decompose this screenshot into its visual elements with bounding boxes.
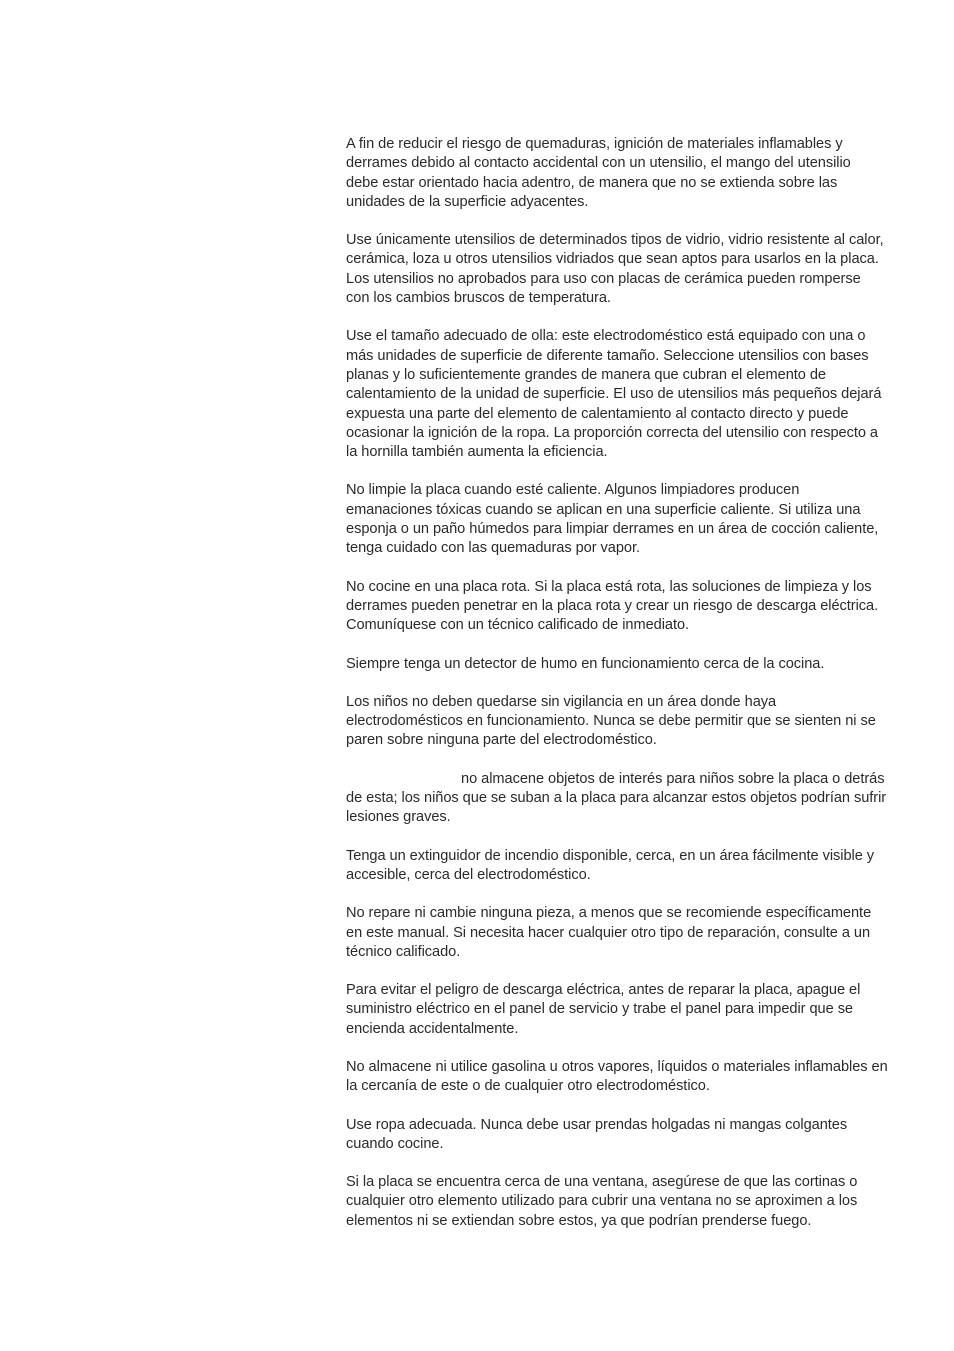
paragraph-smoke-detector: Siempre tenga un detector de humo en funcionamiento cerca de la cocina. [346,655,825,672]
paragraph-window-curtains: Si la placa se encuentra cerca de una ventana, asegúrese de que las cortinas o cualquier otro elemento utilizado para cubrir una ventana no se aproximen a los elementos ni se extiendan sobre estos, ya que podrían prenderse fuego. [346,1174,858,1229]
safety-instructions [346,135,926,1250]
paragraph-flammables: No almacene ni utilice gasolina u otros vapores, líquidos o materiales inflamables en la cercanía de este o de cualquier otro electrodoméstico. [346,1058,888,1095]
paragraph-electric-shock: Para evitar el peligro de descarga eléctrica, antes de reparar la placa, apague el suministro eléctrico en el panel de servicio y trabe el panel para impedir que se encienda accidentalmente. [346,982,861,1037]
paragraph-children-storage: no almacene objetos de interés para niños sobre la placa o detrás de esta; los niños que se suban a la placa para alcanzar estos objetos podrían sufrir lesiones graves. [346,770,887,826]
paragraph-cleaning: No limpie la placa cuando esté caliente. Algunos limpiadores producen emanaciones tóxicas cuando se aplican en una superficie caliente. Si utiliza una esponja o un paño húmedos para limpiar derrames en un área de cocción caliente, tenga cuidado con las quemaduras por vapor. [346,482,879,557]
paragraph-clothing: Use ropa adecuada. Nunca debe usar prendas holgadas ni mangas colgantes cuando cocine. [346,1116,848,1152]
paragraph-repairs: No repare ni cambie ninguna pieza, a menos que se recomiende específicamente en este manual. Si necesita hacer cualquier otro tipo de reparación, consulte a un técnico calificado. [346,905,872,960]
paragraph-children-supervision: Los niños no deben quedarse sin vigilancia en un área donde haya electrodomésticos en funcionamiento. Nunca se debe permitir que se sienten ni se paren sobre ninguna parte del electrodoméstico. [346,693,876,749]
paragraph-pot-size: Use el tamaño adecuado de olla: este electrodoméstico está equipado con una o más unidades de superficie de diferente tamaño. Seleccione utensilios con bases planas y lo suficientemente grandes de manera que cubran el elemento de calentamiento de la unidad de superficie. El uso de utensilios más pequeños dejará expuesta una parte del elemento de calentamiento al contacto directo y puede ocasionar la ignición de la ropa. La proporción correcta del utensilio con respecto a la hornilla también aumenta la eficiencia. [346,328,882,461]
paragraph-fire-extinguisher: Tenga un extinguidor de incendio disponible, cerca, en un área fácilmente visible y accesible, cerca del electrodoméstico. [346,847,875,883]
paragraph-glass-utensils: Use únicamente utensilios de determinados tipos de vidrio, vidrio resistente al calor, cerámica, loza u otros utensilios vidriados que sean aptos para usarlos en la placa. Los utensilios no aprobados para uso con placas de cerámica pueden romperse con los cambios bruscos de temperatura. [346,232,884,307]
paragraph-pot-handles: A fin de reducir el riesgo de quemaduras, ignición de materiales inflamables y derrames debido al contacto accidental con un utensilio, el mango del utensilio debe estar orientado hacia adentro, de manera que no se extienda sobre las unidades de la superficie adyacentes. [346,136,851,210]
paragraph-broken-cooktop: No cocine en una placa rota. Si la placa está rota, las soluciones de limpieza y los derrames pueden penetrar en la placa rota y crear un riesgo de descarga eléctrica. Comuníquese con un técnico calificado de inmediato. [346,578,879,634]
